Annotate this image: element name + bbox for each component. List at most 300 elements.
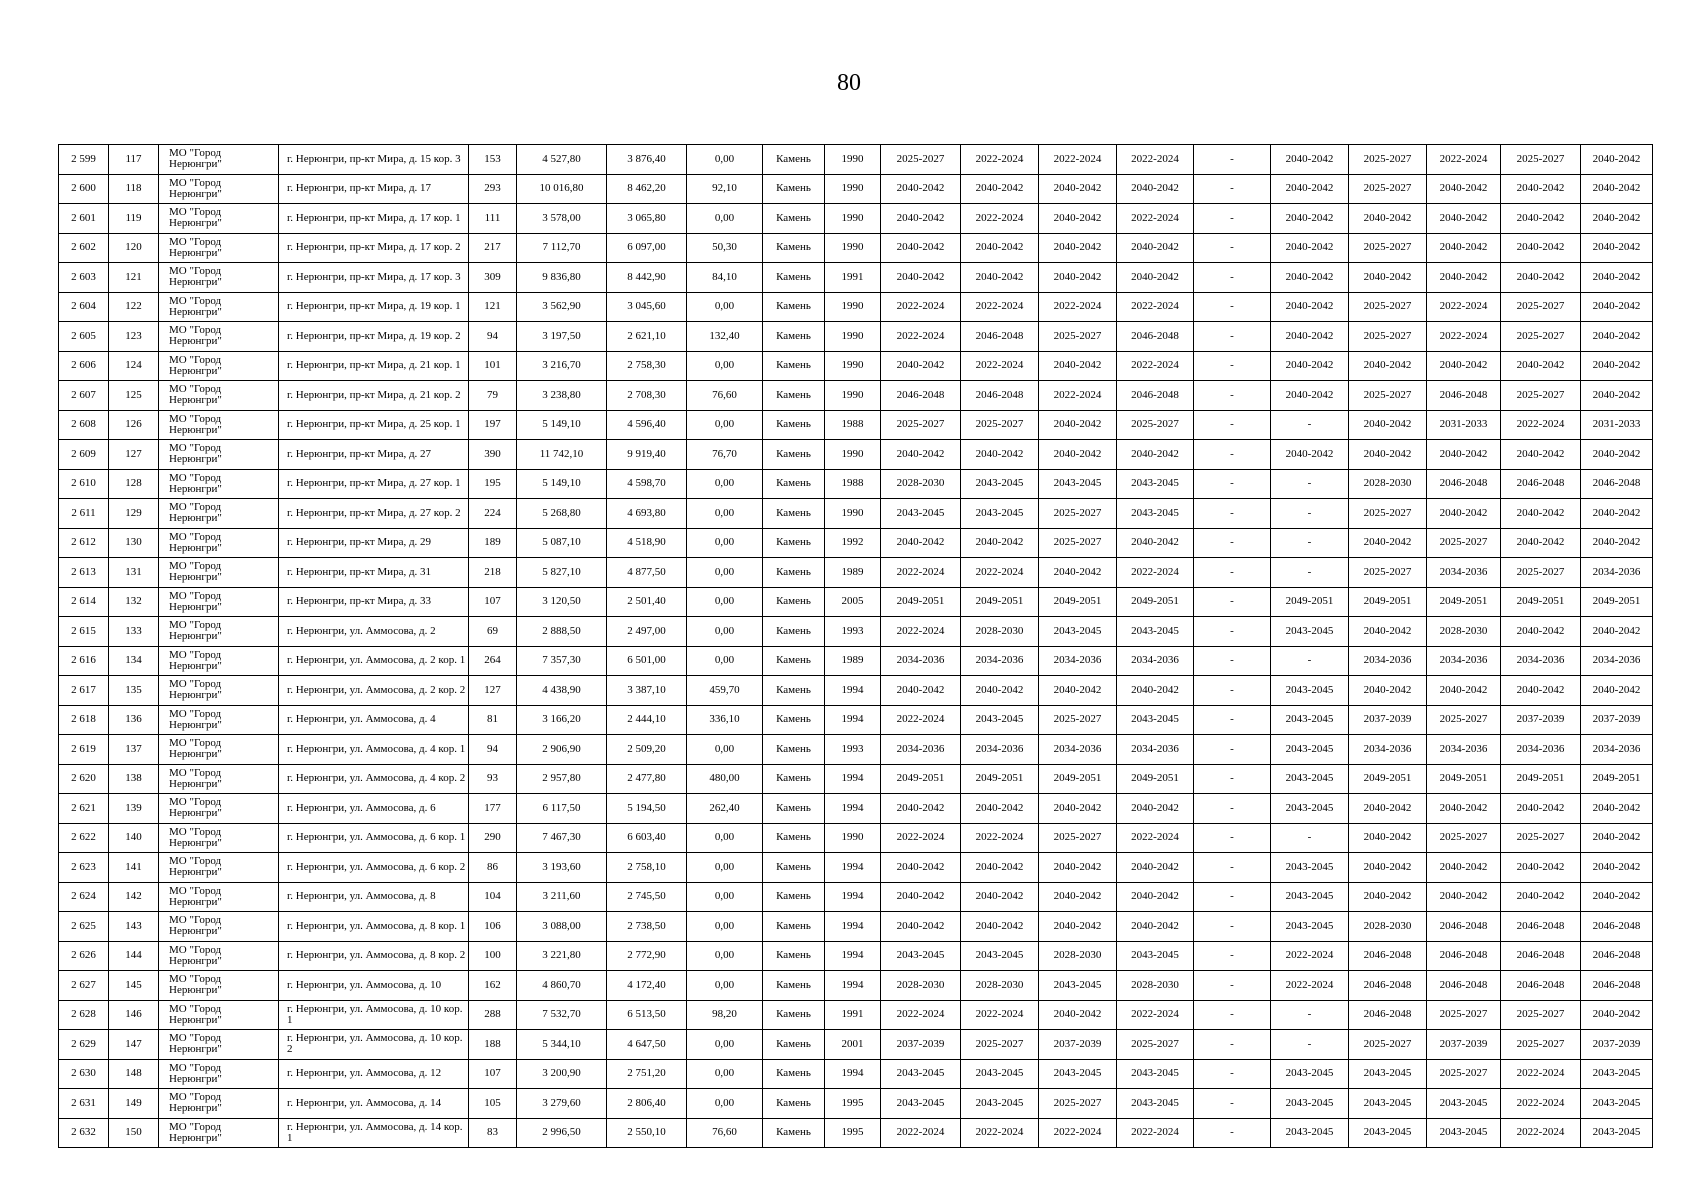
table-cell: - xyxy=(1194,440,1271,470)
table-cell: 2046-2048 xyxy=(1427,381,1501,411)
table-row xyxy=(59,1059,1653,1089)
table-cell: 2 604 xyxy=(59,292,109,322)
table-cell: Камень xyxy=(763,705,825,735)
table-cell: г. Нерюнгри, ул. Аммосова, д. 8 кор. 1 xyxy=(279,912,469,942)
table-cell: - xyxy=(1194,941,1271,971)
table-cell: МО "Город Нерюнгри" xyxy=(159,646,279,676)
table-cell: 2 772,90 xyxy=(607,941,687,971)
table-cell: 1989 xyxy=(825,646,881,676)
table-cell: 2040-2042 xyxy=(1501,676,1581,706)
table-cell: 2040-2042 xyxy=(961,233,1039,263)
table-cell: 2025-2027 xyxy=(1501,145,1581,175)
table-cell: 1994 xyxy=(825,882,881,912)
table-cell: 9 919,40 xyxy=(607,440,687,470)
table-cell: г. Нерюнгри, ул. Аммосова, д. 14 xyxy=(279,1089,469,1119)
table-cell: 2046-2048 xyxy=(1501,469,1581,499)
table-cell: 2022-2024 xyxy=(1117,145,1194,175)
table-cell: - xyxy=(1271,823,1349,853)
table-cell: 2040-2042 xyxy=(881,233,961,263)
table-cell: 2043-2045 xyxy=(1117,1059,1194,1089)
table-cell: 1994 xyxy=(825,794,881,824)
table-cell: 3 562,90 xyxy=(517,292,607,322)
table-cell: 2040-2042 xyxy=(881,204,961,234)
table-cell: 0,00 xyxy=(687,823,763,853)
table-row xyxy=(59,971,1653,1001)
table-cell: 121 xyxy=(469,292,517,322)
table-cell: 2043-2045 xyxy=(1271,705,1349,735)
table-cell: 0,00 xyxy=(687,558,763,588)
table-cell: Камень xyxy=(763,263,825,293)
table-cell: 2046-2048 xyxy=(1117,381,1194,411)
table-cell: 2040-2042 xyxy=(1271,145,1349,175)
table-row xyxy=(59,233,1653,263)
table-cell: МО "Город Нерюнгри" xyxy=(159,204,279,234)
table-cell: 2040-2042 xyxy=(881,528,961,558)
table-cell: 2 620 xyxy=(59,764,109,794)
table-cell: 2049-2051 xyxy=(1581,587,1653,617)
table-cell: - xyxy=(1194,617,1271,647)
table-cell: 3 193,60 xyxy=(517,853,607,883)
table-cell: - xyxy=(1194,263,1271,293)
table-cell: 1990 xyxy=(825,499,881,529)
table-cell: 2040-2042 xyxy=(1039,1000,1117,1030)
table-cell: 50,30 xyxy=(687,233,763,263)
table-cell: 0,00 xyxy=(687,1089,763,1119)
table-cell: 2 618 xyxy=(59,705,109,735)
table-row xyxy=(59,1000,1653,1030)
table-cell: 140 xyxy=(109,823,159,853)
table-cell: 2040-2042 xyxy=(1039,410,1117,440)
table-cell: 2040-2042 xyxy=(1039,351,1117,381)
table-cell: 2022-2024 xyxy=(1501,1059,1581,1089)
table-cell: 2043-2045 xyxy=(1427,1089,1501,1119)
table-cell: 125 xyxy=(109,381,159,411)
table-cell: 2 745,50 xyxy=(607,882,687,912)
table-cell: 2040-2042 xyxy=(1581,617,1653,647)
table-cell: 2 615 xyxy=(59,617,109,647)
table-cell: 2022-2024 xyxy=(881,823,961,853)
table-cell: МО "Город Нерюнгри" xyxy=(159,617,279,647)
table-cell: 2034-2036 xyxy=(961,735,1039,765)
table-cell: 2043-2045 xyxy=(1039,1059,1117,1089)
table-cell: 2043-2045 xyxy=(1117,941,1194,971)
table-cell: 262,40 xyxy=(687,794,763,824)
table-cell: 2040-2042 xyxy=(961,676,1039,706)
table-cell: 137 xyxy=(109,735,159,765)
table-cell: 2046-2048 xyxy=(1349,971,1427,1001)
table-cell: 2 607 xyxy=(59,381,109,411)
table-cell: 124 xyxy=(109,351,159,381)
table-cell: 2028-2030 xyxy=(881,469,961,499)
table-cell: 1994 xyxy=(825,764,881,794)
housing-registry-table xyxy=(58,144,1653,1148)
table-cell: - xyxy=(1194,735,1271,765)
table-cell: 2025-2027 xyxy=(1501,381,1581,411)
table-cell: 3 279,60 xyxy=(517,1089,607,1119)
table-cell: Камень xyxy=(763,528,825,558)
table-cell: 2040-2042 xyxy=(1581,1000,1653,1030)
table-cell: 2040-2042 xyxy=(1271,292,1349,322)
table-cell: 2049-2051 xyxy=(1427,764,1501,794)
table-cell: МО "Город Нерюнгри" xyxy=(159,735,279,765)
table-cell: 2040-2042 xyxy=(1581,528,1653,558)
table-cell: 121 xyxy=(109,263,159,293)
table-cell: 2040-2042 xyxy=(1427,499,1501,529)
table-cell: 2040-2042 xyxy=(1039,794,1117,824)
table-cell: 459,70 xyxy=(687,676,763,706)
table-cell: 2040-2042 xyxy=(1117,912,1194,942)
table-cell: 2025-2027 xyxy=(1039,499,1117,529)
table-row xyxy=(59,499,1653,529)
table-cell: 2022-2024 xyxy=(961,1000,1039,1030)
table-cell: 2040-2042 xyxy=(1039,233,1117,263)
table-cell: 2025-2027 xyxy=(1117,410,1194,440)
table-cell: 100 xyxy=(469,941,517,971)
table-cell: 2043-2045 xyxy=(1581,1118,1653,1148)
table-cell: 2034-2036 xyxy=(1427,735,1501,765)
table-cell: 2043-2045 xyxy=(881,941,961,971)
table-cell: 94 xyxy=(469,322,517,352)
table-cell: 2 613 xyxy=(59,558,109,588)
table-cell: 5 194,50 xyxy=(607,794,687,824)
table-cell: г. Нерюнгри, ул. Аммосова, д. 2 кор. 2 xyxy=(279,676,469,706)
table-cell: г. Нерюнгри, ул. Аммосова, д. 14 кор. 1 xyxy=(279,1118,469,1148)
table-cell: 4 438,90 xyxy=(517,676,607,706)
table-cell: - xyxy=(1194,823,1271,853)
table-cell: 2046-2048 xyxy=(1501,971,1581,1001)
table-cell: 101 xyxy=(469,351,517,381)
table-cell: 7 357,30 xyxy=(517,646,607,676)
table-cell: - xyxy=(1271,528,1349,558)
table-cell: 2043-2045 xyxy=(1271,617,1349,647)
table-cell: 2 509,20 xyxy=(607,735,687,765)
table-cell: 2040-2042 xyxy=(1117,882,1194,912)
table-cell: 2043-2045 xyxy=(881,1089,961,1119)
table-body xyxy=(59,145,1653,1148)
table-cell: 2022-2024 xyxy=(1501,410,1581,440)
table-cell: г. Нерюнгри, ул. Аммосова, д. 12 xyxy=(279,1059,469,1089)
table-cell: 117 xyxy=(109,145,159,175)
table-cell: - xyxy=(1194,499,1271,529)
table-cell: 2 605 xyxy=(59,322,109,352)
table-cell: 2040-2042 xyxy=(1581,263,1653,293)
table-cell: 2 631 xyxy=(59,1089,109,1119)
table-cell: 2040-2042 xyxy=(1427,440,1501,470)
table-cell: 2022-2024 xyxy=(1117,204,1194,234)
table-cell: 2043-2045 xyxy=(1271,764,1349,794)
table-cell: 2040-2042 xyxy=(1349,204,1427,234)
table-cell: 2046-2048 xyxy=(1427,912,1501,942)
table-cell: 2034-2036 xyxy=(1501,735,1581,765)
table-cell: 3 221,80 xyxy=(517,941,607,971)
table-row xyxy=(59,528,1653,558)
table-cell: 2 501,40 xyxy=(607,587,687,617)
table-cell: 2049-2051 xyxy=(1349,764,1427,794)
table-cell: 2043-2045 xyxy=(881,1059,961,1089)
table-cell: г. Нерюнгри, пр-кт Мира, д. 27 xyxy=(279,440,469,470)
table-cell: 2040-2042 xyxy=(881,676,961,706)
table-cell: 2022-2024 xyxy=(1039,1118,1117,1148)
table-cell: 0,00 xyxy=(687,1030,763,1060)
table-cell: 2049-2051 xyxy=(1349,587,1427,617)
table-row xyxy=(59,764,1653,794)
table-cell: Камень xyxy=(763,1059,825,1089)
table-cell: 2025-2027 xyxy=(1349,292,1427,322)
table-cell: 2 497,00 xyxy=(607,617,687,647)
table-row xyxy=(59,558,1653,588)
table-cell: 2022-2024 xyxy=(881,292,961,322)
table-cell: 2022-2024 xyxy=(1039,381,1117,411)
table-cell: 2 708,30 xyxy=(607,381,687,411)
table-cell: 2025-2027 xyxy=(881,410,961,440)
table-cell: МО "Город Нерюнгри" xyxy=(159,1030,279,1060)
table-cell: г. Нерюнгри, ул. Аммосова, д. 4 кор. 1 xyxy=(279,735,469,765)
table-cell: Камень xyxy=(763,381,825,411)
table-cell: 2034-2036 xyxy=(1349,646,1427,676)
table-cell: МО "Город Нерюнгри" xyxy=(159,410,279,440)
table-cell: 3 211,60 xyxy=(517,882,607,912)
table-cell: 2043-2045 xyxy=(961,941,1039,971)
table-cell: 2025-2027 xyxy=(1501,823,1581,853)
table-cell: 2025-2027 xyxy=(961,1030,1039,1060)
table-cell: 2 444,10 xyxy=(607,705,687,735)
table-cell: 2040-2042 xyxy=(1349,263,1427,293)
table-cell: 2040-2042 xyxy=(961,528,1039,558)
table-cell: 2040-2042 xyxy=(1349,882,1427,912)
table-cell: 2040-2042 xyxy=(1581,440,1653,470)
table-cell: Камень xyxy=(763,1000,825,1030)
table-cell: г. Нерюнгри, пр-кт Мира, д. 15 кор. 3 xyxy=(279,145,469,175)
table-cell: 5 149,10 xyxy=(517,410,607,440)
table-cell: 2043-2045 xyxy=(1117,469,1194,499)
table-cell: 2025-2027 xyxy=(1349,558,1427,588)
table-cell: 224 xyxy=(469,499,517,529)
table-cell: 0,00 xyxy=(687,587,763,617)
table-cell: 147 xyxy=(109,1030,159,1060)
table-cell: 2040-2042 xyxy=(1271,263,1349,293)
table-cell: 9 836,80 xyxy=(517,263,607,293)
table-cell: 2025-2027 xyxy=(1039,1089,1117,1119)
table-cell: - xyxy=(1194,233,1271,263)
table-cell: 2043-2045 xyxy=(1581,1089,1653,1119)
table-cell: 3 387,10 xyxy=(607,676,687,706)
table-cell: г. Нерюнгри, пр-кт Мира, д. 27 кор. 2 xyxy=(279,499,469,529)
table-cell: 0,00 xyxy=(687,351,763,381)
table-cell: МО "Город Нерюнгри" xyxy=(159,1089,279,1119)
table-cell: 2 996,50 xyxy=(517,1118,607,1148)
table-cell: 2 888,50 xyxy=(517,617,607,647)
table-cell: 2040-2042 xyxy=(1271,233,1349,263)
table-cell: 2043-2045 xyxy=(1427,1118,1501,1148)
table-row xyxy=(59,322,1653,352)
table-cell: 2034-2036 xyxy=(1581,735,1653,765)
table-cell: 2 624 xyxy=(59,882,109,912)
table-cell: 6 603,40 xyxy=(607,823,687,853)
table-cell: 2001 xyxy=(825,1030,881,1060)
table-cell: 2043-2045 xyxy=(1271,1059,1349,1089)
table-cell: 153 xyxy=(469,145,517,175)
table-cell: 2031-2033 xyxy=(1581,410,1653,440)
table-cell: Камень xyxy=(763,882,825,912)
table-cell: 2022-2024 xyxy=(1117,351,1194,381)
table-cell: 83 xyxy=(469,1118,517,1148)
table-cell: МО "Город Нерюнгри" xyxy=(159,1000,279,1030)
table-cell: Камень xyxy=(763,1118,825,1148)
table-cell: 148 xyxy=(109,1059,159,1089)
table-cell: Камень xyxy=(763,174,825,204)
table-cell: 2040-2042 xyxy=(1117,440,1194,470)
table-cell: 76,60 xyxy=(687,381,763,411)
table-cell: 2034-2036 xyxy=(961,646,1039,676)
table-cell: - xyxy=(1194,1000,1271,1030)
table-cell: 2043-2045 xyxy=(1581,1059,1653,1089)
table-cell: 1993 xyxy=(825,617,881,647)
table-cell: МО "Город Нерюнгри" xyxy=(159,174,279,204)
table-cell: 2040-2042 xyxy=(1427,174,1501,204)
table-cell: 2022-2024 xyxy=(1427,292,1501,322)
table-cell: 2 602 xyxy=(59,233,109,263)
table-cell: 336,10 xyxy=(687,705,763,735)
table-cell: 2040-2042 xyxy=(1117,676,1194,706)
table-cell: 2040-2042 xyxy=(1501,174,1581,204)
table-cell: 2040-2042 xyxy=(1581,823,1653,853)
table-cell: г. Нерюнгри, пр-кт Мира, д. 17 кор. 1 xyxy=(279,204,469,234)
table-cell: 2049-2051 xyxy=(961,764,1039,794)
table-cell: 2040-2042 xyxy=(1581,882,1653,912)
table-cell: 2043-2045 xyxy=(881,499,961,529)
table-cell: 2025-2027 xyxy=(1349,1030,1427,1060)
table-cell: 2043-2045 xyxy=(1271,735,1349,765)
table-cell: 2028-2030 xyxy=(881,971,961,1001)
table-cell: 93 xyxy=(469,764,517,794)
table-cell: 2049-2051 xyxy=(1117,764,1194,794)
table-cell: 2025-2027 xyxy=(1427,823,1501,853)
table-cell: 119 xyxy=(109,204,159,234)
table-cell: 2022-2024 xyxy=(961,558,1039,588)
table-cell: - xyxy=(1194,204,1271,234)
table-cell: - xyxy=(1194,587,1271,617)
table-cell: 1993 xyxy=(825,735,881,765)
table-cell: 2022-2024 xyxy=(1271,971,1349,1001)
table-cell: 2 601 xyxy=(59,204,109,234)
table-cell: Камень xyxy=(763,410,825,440)
table-cell: - xyxy=(1271,558,1349,588)
table-cell: 2 622 xyxy=(59,823,109,853)
table-cell: 2 758,10 xyxy=(607,853,687,883)
table-cell: 2 609 xyxy=(59,440,109,470)
table-cell: МО "Город Нерюнгри" xyxy=(159,558,279,588)
table-cell: г. Нерюнгри, ул. Аммосова, д. 4 кор. 2 xyxy=(279,764,469,794)
table-cell: 6 097,00 xyxy=(607,233,687,263)
table-cell: 5 268,80 xyxy=(517,499,607,529)
table-cell: 1990 xyxy=(825,233,881,263)
table-cell: 136 xyxy=(109,705,159,735)
table-cell: 2034-2036 xyxy=(881,646,961,676)
table-cell: 130 xyxy=(109,528,159,558)
table-cell: 123 xyxy=(109,322,159,352)
table-cell: 0,00 xyxy=(687,410,763,440)
table-cell: - xyxy=(1194,351,1271,381)
table-cell: МО "Город Нерюнгри" xyxy=(159,528,279,558)
table-cell: 106 xyxy=(469,912,517,942)
table-cell: 3 166,20 xyxy=(517,705,607,735)
table-cell: 2 627 xyxy=(59,971,109,1001)
table-cell: 3 876,40 xyxy=(607,145,687,175)
table-cell: 2022-2024 xyxy=(961,145,1039,175)
table-cell: Камень xyxy=(763,676,825,706)
table-cell: 2043-2045 xyxy=(1271,912,1349,942)
table-cell: 76,60 xyxy=(687,1118,763,1148)
table-cell: 1994 xyxy=(825,705,881,735)
table-cell: 1991 xyxy=(825,1000,881,1030)
table-cell: 2049-2051 xyxy=(1039,764,1117,794)
table-cell: 2025-2027 xyxy=(1349,499,1427,529)
table-cell: 2040-2042 xyxy=(1349,794,1427,824)
table-cell: 2 550,10 xyxy=(607,1118,687,1148)
table-cell: 2049-2051 xyxy=(1501,764,1581,794)
table-cell: 2040-2042 xyxy=(1117,853,1194,883)
table-cell: 2049-2051 xyxy=(961,587,1039,617)
table-cell: - xyxy=(1194,882,1271,912)
table-cell: 2040-2042 xyxy=(1039,882,1117,912)
table-cell: 2040-2042 xyxy=(1271,381,1349,411)
table-cell: 8 442,90 xyxy=(607,263,687,293)
table-cell: 1995 xyxy=(825,1089,881,1119)
table-cell: г. Нерюнгри, пр-кт Мира, д. 21 кор. 1 xyxy=(279,351,469,381)
table-cell: 2025-2027 xyxy=(1501,292,1581,322)
table-cell: - xyxy=(1194,705,1271,735)
table-cell: 129 xyxy=(109,499,159,529)
table-cell: МО "Город Нерюнгри" xyxy=(159,351,279,381)
table-cell: 139 xyxy=(109,794,159,824)
table-cell: 1990 xyxy=(825,351,881,381)
table-cell: - xyxy=(1194,853,1271,883)
table-cell: 2049-2051 xyxy=(1501,587,1581,617)
table-cell: МО "Город Нерюнгри" xyxy=(159,381,279,411)
table-cell: 2 610 xyxy=(59,469,109,499)
table-row xyxy=(59,587,1653,617)
table-cell: 0,00 xyxy=(687,1059,763,1089)
table-cell: 8 462,20 xyxy=(607,174,687,204)
table-cell: - xyxy=(1194,912,1271,942)
table-row xyxy=(59,823,1653,853)
table-cell: - xyxy=(1271,1030,1349,1060)
table-cell: 2022-2024 xyxy=(881,558,961,588)
table-cell: 94 xyxy=(469,735,517,765)
table-cell: 4 877,50 xyxy=(607,558,687,588)
table-cell: 2040-2042 xyxy=(1039,912,1117,942)
table-cell: 1990 xyxy=(825,440,881,470)
table-cell: 2028-2030 xyxy=(1039,941,1117,971)
table-cell: МО "Город Нерюнгри" xyxy=(159,794,279,824)
table-cell: 142 xyxy=(109,882,159,912)
table-cell: г. Нерюнгри, пр-кт Мира, д. 21 кор. 2 xyxy=(279,381,469,411)
table-cell: 2022-2024 xyxy=(1117,292,1194,322)
table-cell: 2 621,10 xyxy=(607,322,687,352)
table-cell: 4 527,80 xyxy=(517,145,607,175)
table-cell: 2040-2042 xyxy=(1581,145,1653,175)
table-cell: 264 xyxy=(469,646,517,676)
table-cell: 2040-2042 xyxy=(881,853,961,883)
table-cell: 2040-2042 xyxy=(1581,233,1653,263)
table-cell: 1995 xyxy=(825,1118,881,1148)
table-cell: 2022-2024 xyxy=(1039,145,1117,175)
table-cell: - xyxy=(1194,292,1271,322)
table-cell: 2040-2042 xyxy=(1501,263,1581,293)
table-cell: 107 xyxy=(469,1059,517,1089)
table-cell: 1990 xyxy=(825,292,881,322)
table-cell: 1994 xyxy=(825,1059,881,1089)
